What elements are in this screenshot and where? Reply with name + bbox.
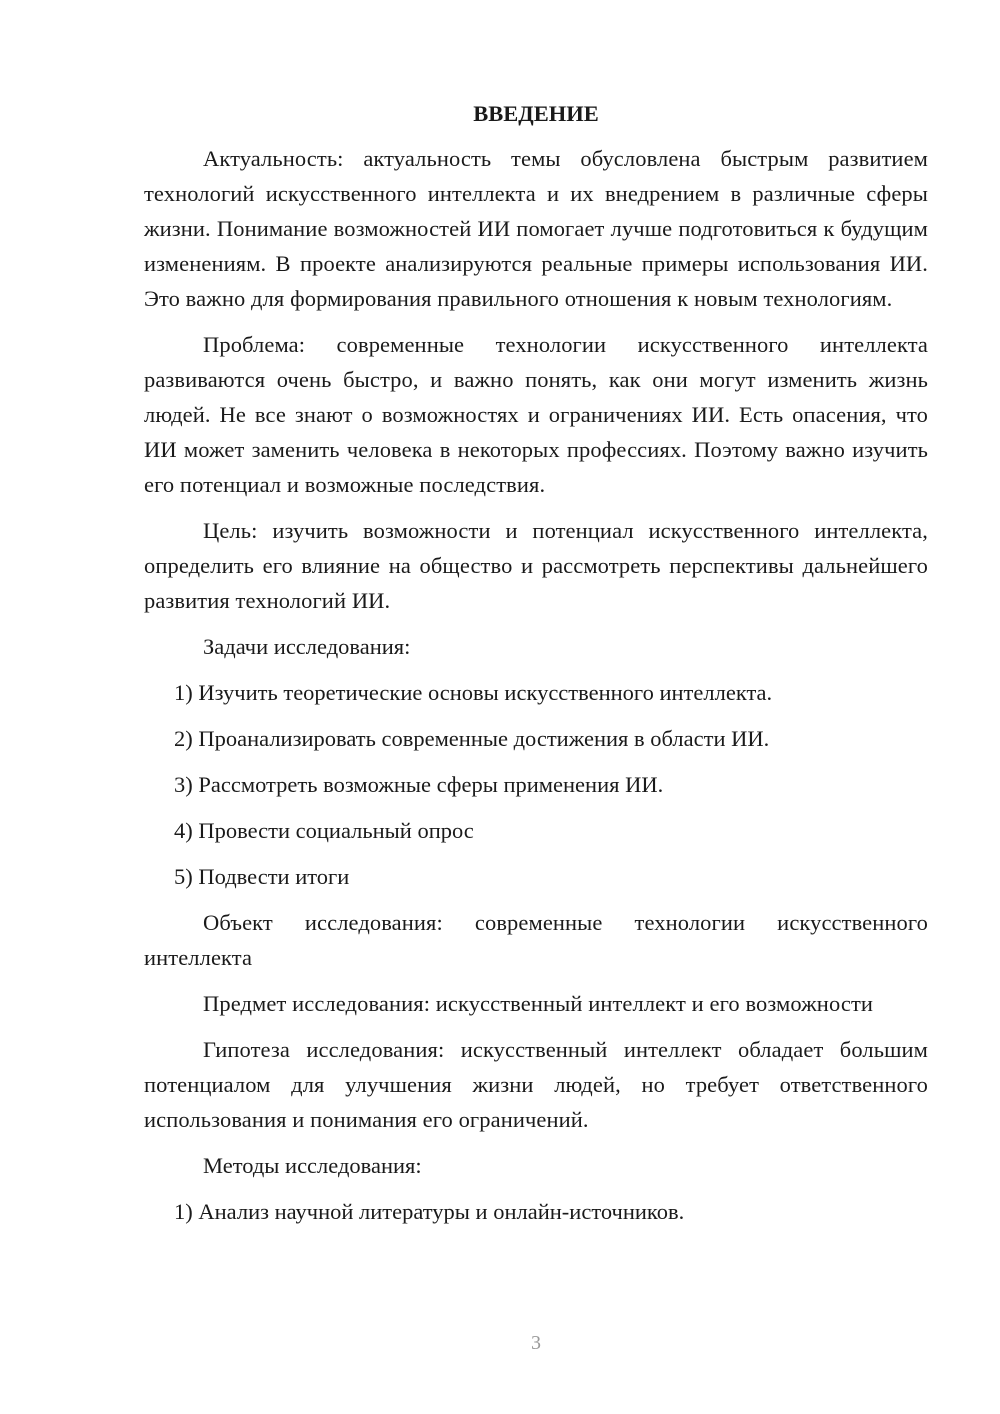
task-item: 2) Проанализировать современные достижения в области ИИ. [174,726,770,751]
object-paragraph: Объект исследования: современные технологии искусственного интеллекта [144,910,928,970]
hypothesis-paragraph: Гипотеза исследования: искусственный интеллект обладает большим потенциалом для улучшения жизни людей, но требует ответственного использования и понимания его ограничений. [144,1037,928,1132]
methods-label: Методы исследования: [203,1153,422,1178]
page-content [144,96,928,1240]
tasks-label: Задачи исследования: [203,634,411,659]
task-item: 5) Подвести итоги [174,864,350,889]
subject-paragraph: Предмет исследования: искусственный интеллект и его возможности [203,991,874,1016]
section-heading: ВВЕДЕНИЕ [473,101,599,126]
goal-paragraph: Цель: изучить возможности и потенциал искусственного интеллекта, определить его влияние на общество и рассмотреть перспективы дальнейшего развития технологий ИИ. [144,518,928,613]
page-number: 3 [531,1332,541,1354]
method-item: 1) Анализ научной литературы и онлайн-источников. [174,1199,685,1224]
task-item: 1) Изучить теоретические основы искусственного интеллекта. [174,680,773,705]
relevance-paragraph: Актуальность: актуальность темы обусловлена быстрым развитием технологий искусственного интеллекта и их внедрением в различные сферы жизни. Понимание возможностей ИИ помогает лучше подготовиться к будущим изменениям. В проекте анализируются реальные примеры использования ИИ. Это важно для формирования правильного отношения к новым технологиям. [144,146,928,311]
task-item: 3) Рассмотреть возможные сферы применения ИИ. [174,772,664,797]
problem-paragraph: Проблема: современные технологии искусственного интеллекта развиваются очень быстро, и важно понять, как они могут изменить жизнь людей. Не все знают о возможностях и ограничениях ИИ. Есть опасения, что ИИ может заменить человека в некоторых профессиях. Поэтому важно изучить его потенциал и возможные последствия. [144,332,928,497]
task-item: 4) Провести социальный опрос [174,818,474,843]
